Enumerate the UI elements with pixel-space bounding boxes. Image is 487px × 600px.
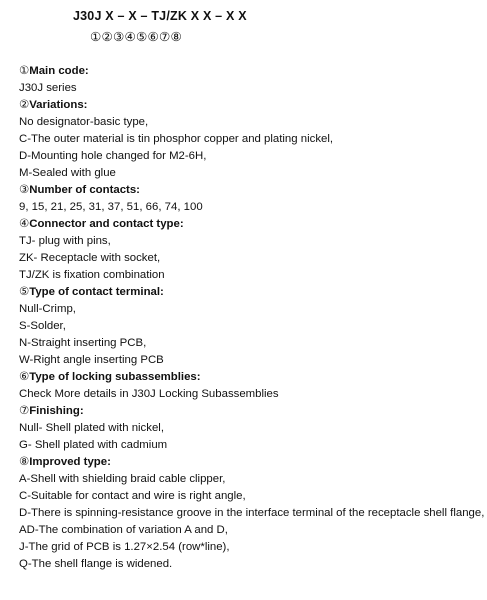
- section-line: A-Shell with shielding braid cable clipper,: [19, 473, 226, 485]
- part-number-markers: ①②③④⑤⑥⑦⑧: [90, 30, 183, 44]
- section-number: ⑧: [19, 456, 30, 468]
- section-line: D-There is spinning-resistance groove in the interface terminal of the receptacle shell flange,: [19, 507, 485, 519]
- section-heading: [19, 63, 484, 80]
- section-heading: [19, 97, 484, 114]
- section-line: M-Sealed with glue: [19, 167, 116, 179]
- section-line: TJ/ZK is fixation combination: [19, 269, 165, 281]
- section-number: ④: [19, 218, 30, 230]
- spec-section: [19, 284, 484, 369]
- section-line: G- Shell plated with cadmium: [19, 439, 168, 451]
- section-heading: [19, 216, 484, 233]
- spec-section: [19, 182, 484, 216]
- section-line: C-Suitable for contact and wire is right angle,: [19, 490, 246, 502]
- spec-section: [19, 216, 484, 284]
- section-line: J30J series: [19, 82, 77, 94]
- section-line: Check More details in J30J Locking Subassemblies: [19, 388, 279, 400]
- section-title: Number of contacts:: [29, 184, 140, 196]
- section-line: TJ- plug with pins,: [19, 235, 111, 247]
- spec-section: [19, 454, 484, 573]
- section-heading: [19, 182, 484, 199]
- section-title: Main code:: [29, 65, 89, 77]
- section-line: C-The outer material is tin phosphor copper and plating nickel,: [19, 133, 334, 145]
- spec-section: [19, 97, 484, 182]
- section-line: AD-The combination of variation A and D,: [19, 524, 228, 536]
- section-number: ③: [19, 184, 30, 196]
- section-number: ⑥: [19, 371, 30, 383]
- section-line: J-The grid of PCB is 1.27×2.54 (row*line),: [19, 541, 230, 553]
- spec-section: [19, 369, 484, 403]
- section-heading: [19, 454, 484, 471]
- section-number: ⑦: [19, 405, 30, 417]
- spec-section: [19, 403, 484, 454]
- section-title: Connector and contact type:: [29, 218, 184, 230]
- spec-content: [19, 63, 484, 573]
- section-line: D-Mounting hole changed for M2-6H,: [19, 150, 207, 162]
- section-title: Variations:: [29, 99, 88, 111]
- section-line: Null- Shell plated with nickel,: [19, 422, 164, 434]
- spec-section: [19, 63, 484, 97]
- section-line: Q-The shell flange is widened.: [19, 558, 173, 570]
- section-number: ②: [19, 99, 30, 111]
- section-title: Type of contact terminal:: [29, 286, 164, 298]
- section-heading: [19, 403, 484, 420]
- section-number: ⑤: [19, 286, 30, 298]
- section-title: Improved type:: [29, 456, 111, 468]
- section-heading: [19, 369, 484, 386]
- section-title: Type of locking subassemblies:: [29, 371, 201, 383]
- section-line: W-Right angle inserting PCB: [19, 354, 164, 366]
- section-line: No designator-basic type,: [19, 116, 149, 128]
- section-heading: [19, 284, 484, 301]
- section-line: Null-Crimp,: [19, 303, 76, 315]
- section-title: Finishing:: [29, 405, 84, 417]
- section-line: 9, 15, 21, 25, 31, 37, 51, 66, 74, 100: [19, 201, 203, 213]
- section-line: ZK- Receptacle with socket,: [19, 252, 161, 264]
- section-number: ①: [19, 65, 30, 77]
- section-line: N-Straight inserting PCB,: [19, 337, 147, 349]
- part-number-code: J30J X – X – TJ/ZK X X – X X: [73, 9, 247, 23]
- section-line: S-Solder,: [19, 320, 66, 332]
